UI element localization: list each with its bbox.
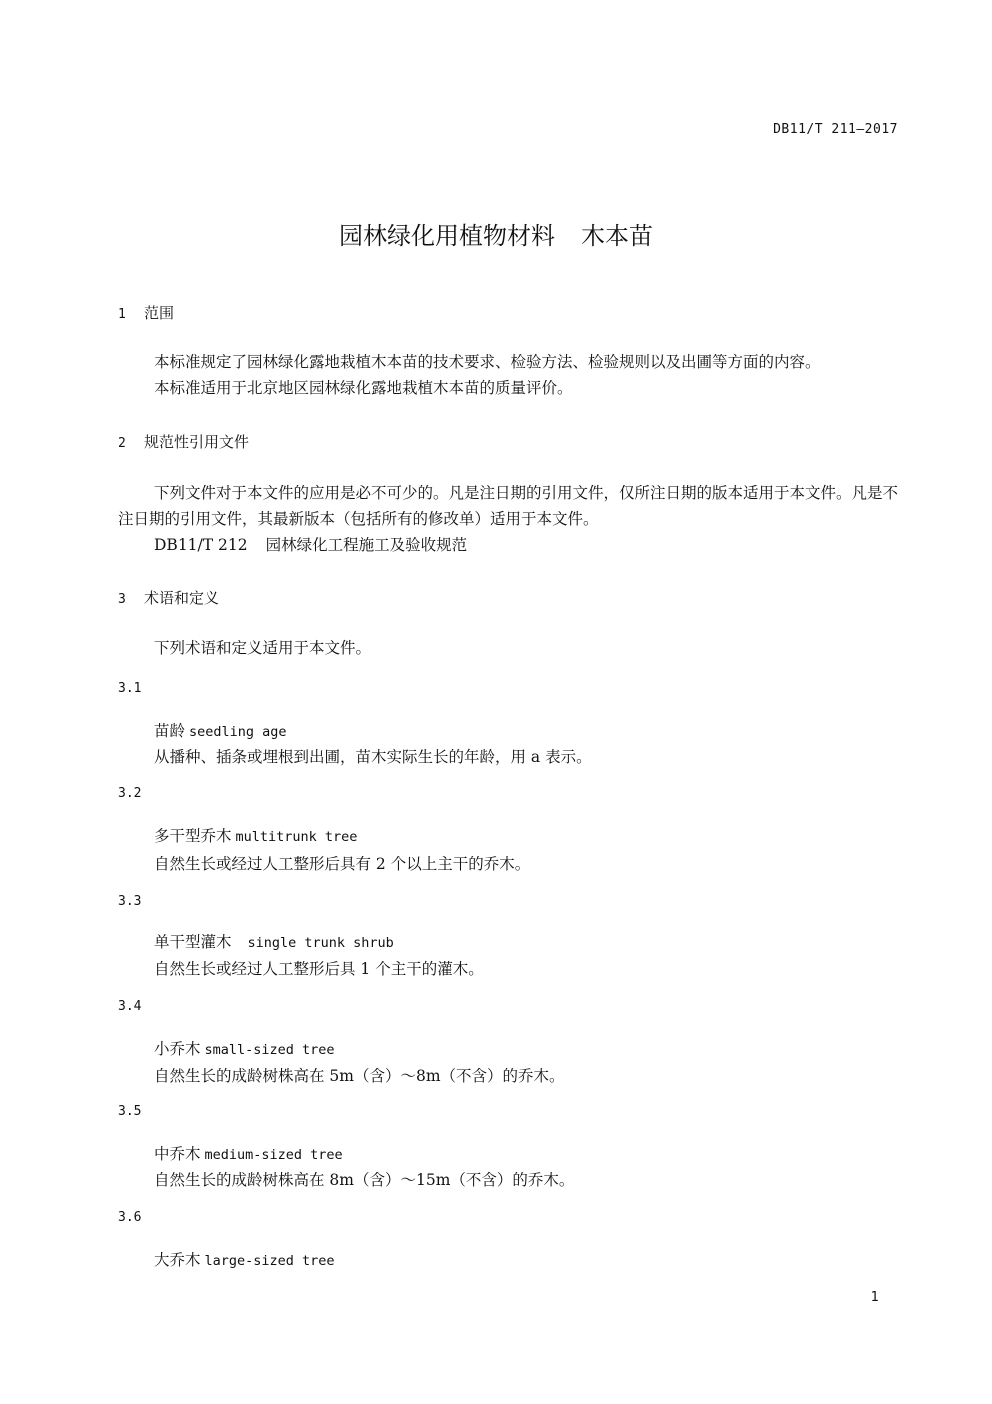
term-number: 3.5 <box>118 1104 142 1119</box>
title-part-1: 园林绿化用植物材料 <box>339 222 555 250</box>
paragraph: 本标准规定了园林绿化露地栽植木本苗的技术要求、检验方法、检验规则以及出圃等方面的内容。 <box>154 353 821 371</box>
section-heading-2 <box>118 431 249 452</box>
term-chinese: 大乔木 <box>154 1251 201 1269</box>
term-entry <box>154 719 287 741</box>
term-entry <box>154 1142 343 1164</box>
section-number: 3 <box>118 592 126 607</box>
term-chinese: 单干型灌木 <box>154 933 232 951</box>
term-english: seedling age <box>189 724 287 740</box>
paragraph: 下列文件对于本文件的应用是必不可少的。凡是注日期的引用文件，仅所注日期的版本适用于本文件。凡是不注日期的引用文件，其最新版本（包括所有的修改单）适用于本文件。 <box>118 484 899 528</box>
section-heading-1 <box>118 302 174 323</box>
term-definition: 自然生长或经过人工整形后具有 2 个以上主干的乔木。 <box>154 855 531 873</box>
paragraph: 下列术语和定义适用于本文件。 <box>154 639 372 657</box>
term-entry <box>154 1037 335 1059</box>
reference-code: DB11/T 212 <box>154 536 248 554</box>
section-title: 术语和定义 <box>144 589 220 607</box>
document-code: DB11/T 211—2017 <box>773 122 898 137</box>
term-entry <box>154 824 357 846</box>
section-number: 2 <box>118 436 126 451</box>
term-chinese: 中乔木 <box>154 1145 201 1163</box>
reference-entry <box>154 532 467 558</box>
term-english: small-sized tree <box>204 1042 335 1058</box>
section-heading-3 <box>118 587 219 608</box>
reference-title: 园林绿化工程施工及验收规范 <box>265 536 468 554</box>
term-definition: 从播种、插条或埋根到出圃，苗木实际生长的年龄，用 a 表示。 <box>154 748 592 766</box>
section-number: 1 <box>118 307 126 322</box>
term-chinese: 苗龄 <box>154 722 186 740</box>
term-number: 3.4 <box>118 999 142 1014</box>
term-english: single trunk shrub <box>247 935 394 951</box>
section-title: 规范性引用文件 <box>144 433 250 451</box>
term-english: medium-sized tree <box>204 1147 343 1163</box>
term-number: 3.6 <box>118 1210 142 1225</box>
term-chinese: 多干型乔木 <box>154 827 232 845</box>
document-title <box>0 216 992 251</box>
term-english: multitrunk tree <box>235 829 358 845</box>
page-number: 1 <box>870 1290 879 1305</box>
term-number: 3.1 <box>118 681 142 696</box>
paragraph: 本标准适用于北京地区园林绿化露地栽植木本苗的质量评价。 <box>154 379 573 397</box>
term-number: 3.2 <box>118 786 142 801</box>
section-title: 范围 <box>144 304 175 322</box>
term-english: large-sized tree <box>204 1253 335 1269</box>
term-definition: 自然生长的成龄树株高在 5m（含）～8m（不含）的乔木。 <box>154 1067 565 1085</box>
term-entry <box>154 1248 335 1270</box>
term-chinese: 小乔木 <box>154 1040 201 1058</box>
term-entry <box>154 930 394 952</box>
term-number: 3.3 <box>118 894 142 909</box>
term-definition: 自然生长的成龄树株高在 8m（含）～15m（不含）的乔木。 <box>154 1171 575 1189</box>
title-part-2: 木本苗 <box>581 222 653 250</box>
term-definition: 自然生长或经过人工整形后具 1 个主干的灌木。 <box>154 960 484 978</box>
